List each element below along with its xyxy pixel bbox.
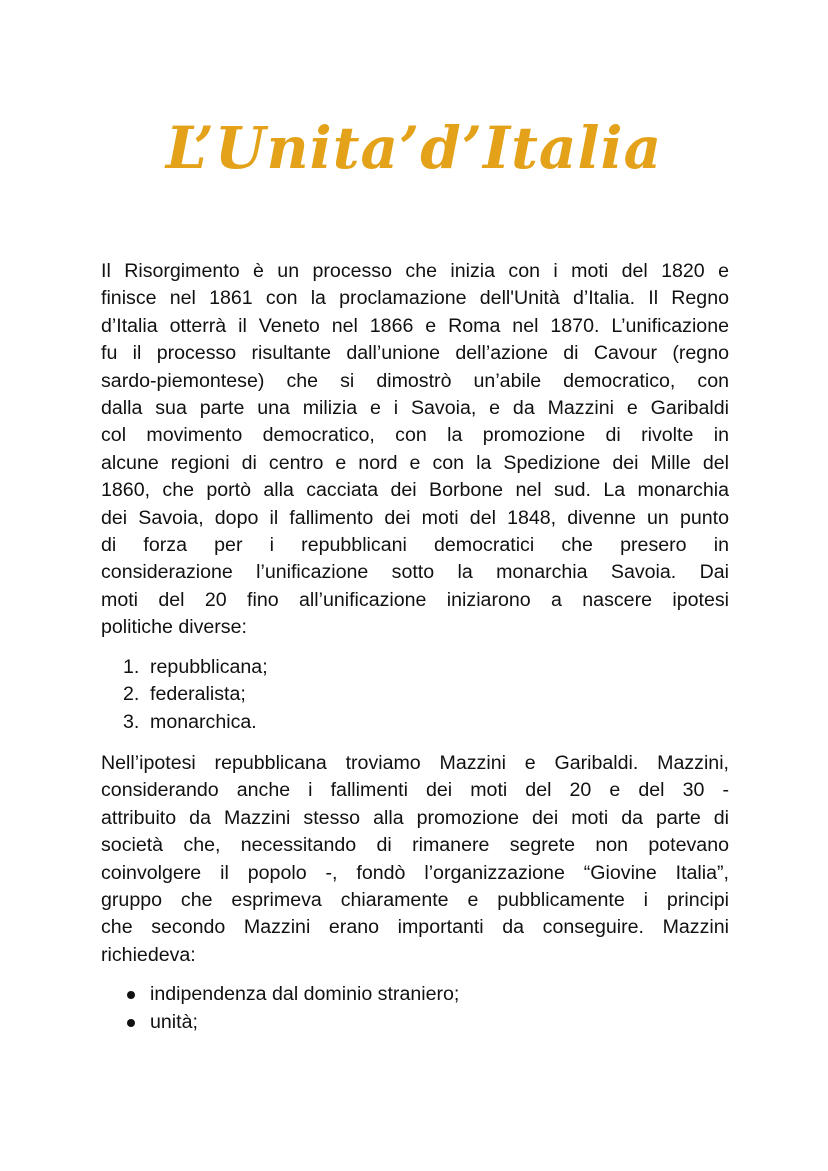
text-line: di forza per i repubblicani democratici che presero in bbox=[101, 534, 729, 557]
page-title: L’Unita’d’Italia bbox=[165, 114, 663, 182]
text-line: considerando anche i fallimenti dei moti del 20 e del 30 - bbox=[101, 779, 729, 802]
text-line: richiedeva: bbox=[101, 943, 196, 966]
numbered-list-ipotesi bbox=[101, 654, 729, 736]
list-item bbox=[101, 654, 729, 681]
list-number: 1. bbox=[123, 655, 140, 678]
list-item-text: indipendenza dal dominio straniero; bbox=[150, 983, 460, 1006]
document-body bbox=[101, 258, 729, 1050]
text-line: moti del 20 fino all’unificazione iniziarono a nascere ipotesi bbox=[101, 588, 729, 611]
bullet-icon bbox=[127, 1019, 135, 1027]
paragraph-risorgimento bbox=[101, 258, 729, 642]
text-line: società che, necessitando di rimanere segrete non potevano bbox=[101, 834, 729, 857]
list-item-text: federalista; bbox=[150, 683, 246, 706]
text-line: dei Savoia, dopo il fallimento dei moti del 1848, divenne un punto bbox=[101, 506, 729, 529]
list-item bbox=[101, 981, 729, 1008]
text-line: sardo-piemontese) che si dimostrò un’abile democratico, con bbox=[101, 369, 729, 392]
list-item bbox=[101, 709, 729, 736]
paragraph-mazzini bbox=[101, 750, 729, 969]
list-number: 2. bbox=[123, 683, 140, 706]
text-line: d’Italia otterrà il Veneto nel 1866 e Roma nel 1870. L’unificazione bbox=[101, 314, 729, 337]
text-line: politiche diverse: bbox=[101, 616, 247, 639]
text-line: col movimento democratico, con la promozione di rivolte in bbox=[101, 424, 729, 447]
list-item-text: unità; bbox=[150, 1010, 198, 1033]
text-line: attribuito da Mazzini stesso alla promozione dei moti da parte di bbox=[101, 806, 729, 829]
bullet-list-richieste bbox=[101, 981, 729, 1036]
text-line: gruppo che esprimeva chiaramente e pubblicamente i principi bbox=[101, 888, 729, 911]
list-number: 3. bbox=[123, 710, 140, 733]
list-item bbox=[101, 681, 729, 708]
list-item bbox=[101, 1009, 729, 1036]
text-line: alcune regioni di centro e nord e con la Spedizione dei Mille del bbox=[101, 451, 729, 474]
list-item-text: monarchica. bbox=[150, 710, 257, 733]
text-line: coinvolgere il popolo -, fondò l’organizzazione “Giovine Italia”, bbox=[101, 861, 729, 884]
text-line: Nell’ipotesi repubblicana troviamo Mazzini e Garibaldi. Mazzini, bbox=[101, 751, 729, 774]
text-line: considerazione l’unificazione sotto la monarchia Savoia. Dai bbox=[101, 561, 729, 584]
text-line: dalla sua parte una milizia e i Savoia, e da Mazzini e Garibaldi bbox=[101, 397, 729, 420]
text-line: che secondo Mazzini erano importanti da conseguire. Mazzini bbox=[101, 916, 729, 939]
text-line: finisce nel 1861 con la proclamazione dell'Unità d’Italia. Il Regno bbox=[101, 287, 729, 310]
text-line: 1860, che portò alla cacciata dei Borbone nel sud. La monarchia bbox=[101, 479, 729, 502]
text-line: Il Risorgimento è un processo che inizia con i moti del 1820 e bbox=[101, 260, 729, 282]
list-item-text: repubblicana; bbox=[150, 655, 268, 678]
bullet-icon bbox=[127, 991, 135, 999]
text-line: fu il processo risultante dall’unione dell’azione di Cavour (regno bbox=[101, 342, 729, 365]
